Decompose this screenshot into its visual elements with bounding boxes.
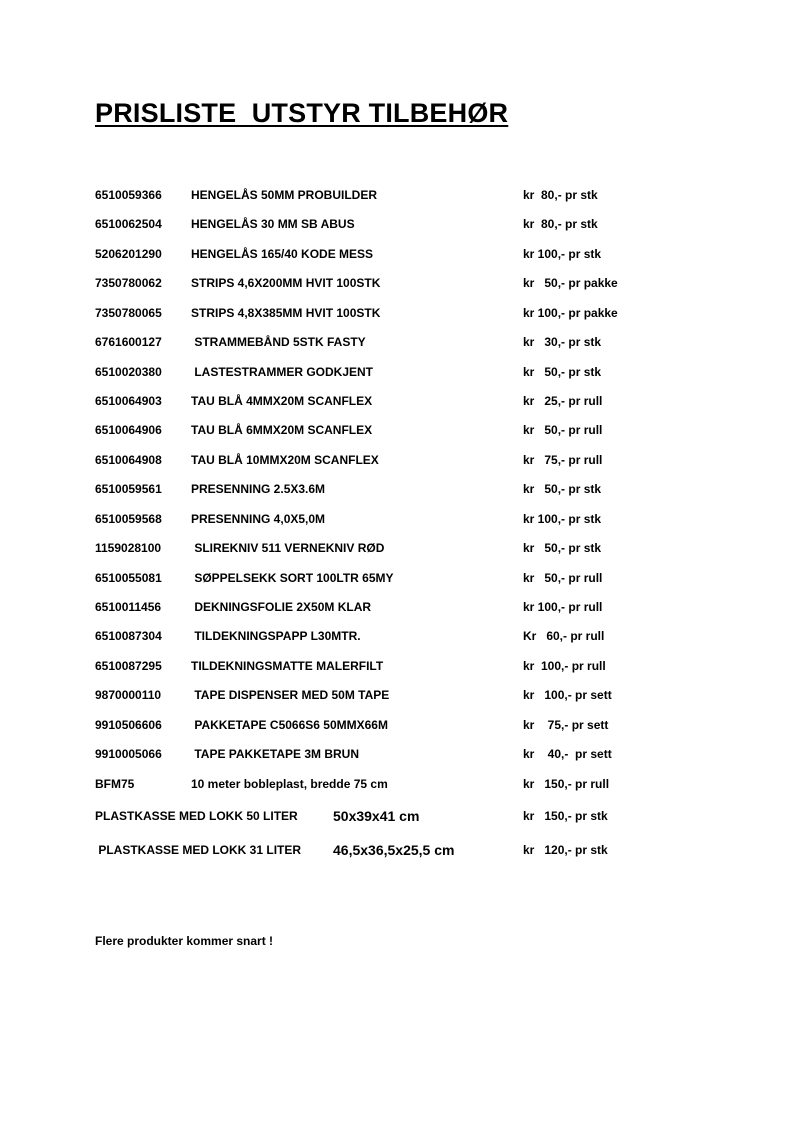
item-description: STRAMMEBÅND 5STK FASTY (191, 335, 366, 349)
list-item (0, 809, 800, 829)
list-item (0, 843, 800, 863)
item-price: kr 120,- pr stk (523, 843, 608, 857)
item-description: SØPPELSEKK SORT 100LTR 65MY (191, 571, 394, 585)
item-price: kr 100,- pr sett (523, 688, 612, 702)
list-item (0, 217, 800, 237)
list-item (0, 688, 800, 708)
list-item (0, 777, 800, 797)
item-description: TILDEKNINGSPAPP L30MTR. (191, 629, 361, 643)
item-dimensions: 46,5x36,5x25,5 cm (333, 842, 455, 858)
item-description: 10 meter bobleplast, bredde 75 cm (191, 777, 388, 791)
item-price: kr 80,- pr stk (523, 188, 598, 202)
list-item (0, 659, 800, 679)
item-price: kr 100,- pr stk (523, 247, 602, 261)
item-code: 1159028100 (95, 541, 162, 555)
list-item (0, 512, 800, 532)
item-description: TAPE DISPENSER MED 50M TAPE (191, 688, 390, 702)
item-code: 9870000110 (95, 688, 162, 702)
list-item (0, 188, 800, 208)
item-code: 9910506606 (95, 718, 162, 732)
item-price: kr 100,- pr rull (523, 659, 606, 673)
item-code: 6510087304 (95, 629, 162, 643)
list-item (0, 747, 800, 767)
item-price: kr 80,- pr stk (523, 217, 598, 231)
item-code: 6510020380 (95, 365, 162, 379)
item-price: kr 50,- pr stk (523, 482, 602, 496)
item-code: 6510055081 (95, 571, 162, 585)
item-price: kr 150,- pr stk (523, 809, 608, 823)
item-code: 6761600127 (95, 335, 162, 349)
list-item (0, 276, 800, 296)
item-price: kr 100,- pr pakke (523, 306, 618, 320)
footer-note: Flere produkter kommer snart ! (95, 934, 274, 948)
item-description: PRESENNING 4,0X5,0M (191, 512, 326, 526)
list-item (0, 394, 800, 414)
list-item (0, 247, 800, 267)
item-code: 7350780062 (95, 276, 162, 290)
item-price: kr 150,- pr rull (523, 777, 610, 791)
item-price: kr 50,- pr rull (523, 571, 603, 585)
item-price: kr 50,- pr stk (523, 541, 602, 555)
item-code: 6510011456 (95, 600, 162, 614)
item-description: PLASTKASSE MED LOKK 50 LITER (95, 809, 298, 823)
item-description: PRESENNING 2.5X3.6M (191, 482, 326, 496)
item-description: LASTESTRAMMER GODKJENT (191, 365, 374, 379)
item-price: kr 25,- pr rull (523, 394, 603, 408)
list-item (0, 541, 800, 561)
item-code: 6510064906 (95, 423, 162, 437)
list-item (0, 306, 800, 326)
item-description: PLASTKASSE MED LOKK 31 LITER (95, 843, 302, 857)
item-code: 6510062504 (95, 217, 162, 231)
item-description: SLIREKNIV 511 VERNEKNIV RØD (191, 541, 385, 555)
item-code: 6510064903 (95, 394, 162, 408)
item-code: 7350780065 (95, 306, 162, 320)
item-price: kr 40,- pr sett (523, 747, 612, 761)
item-description: TAU BLÅ 6MMX20M SCANFLEX (191, 423, 373, 437)
item-code: 6510087295 (95, 659, 162, 673)
list-item (0, 629, 800, 649)
list-item (0, 571, 800, 591)
list-item (0, 453, 800, 473)
item-price: kr 75,- pr sett (523, 718, 609, 732)
item-description: STRIPS 4,6X200MM HVIT 100STK (191, 276, 381, 290)
item-description: HENGELÅS 30 MM SB ABUS (191, 217, 355, 231)
item-description: HENGELÅS 50MM PROBUILDER (191, 188, 378, 202)
list-item (0, 718, 800, 738)
item-code: 9910005066 (95, 747, 162, 761)
item-price: kr 100,- pr rull (523, 600, 603, 614)
item-description: PAKKETAPE C5066S6 50MMX66M (191, 718, 388, 732)
item-price: kr 75,- pr rull (523, 453, 603, 467)
list-item (0, 335, 800, 355)
item-description: STRIPS 4,8X385MM HVIT 100STK (191, 306, 381, 320)
item-description: DEKNINGSFOLIE 2X50M KLAR (191, 600, 372, 614)
item-dimensions: 50x39x41 cm (333, 808, 420, 824)
item-price: kr 100,- pr stk (523, 512, 602, 526)
item-price: kr 30,- pr stk (523, 335, 602, 349)
item-code: 6510059568 (95, 512, 162, 526)
item-description: HENGELÅS 165/40 KODE MESS (191, 247, 374, 261)
page-title: PRISLISTE UTSTYR TILBEHØR (95, 98, 509, 128)
item-description: TAU BLÅ 10MMX20M SCANFLEX (191, 453, 379, 467)
list-item (0, 600, 800, 620)
item-price: Kr 60,- pr rull (523, 629, 605, 643)
list-item (0, 423, 800, 443)
item-description: TAPE PAKKETAPE 3M BRUN (191, 747, 360, 761)
item-price: kr 50,- pr stk (523, 365, 602, 379)
item-price: kr 50,- pr pakke (523, 276, 618, 290)
list-item (0, 365, 800, 385)
list-item (0, 482, 800, 502)
item-code: BFM75 (95, 777, 135, 791)
item-code: 6510059366 (95, 188, 162, 202)
item-description: TAU BLÅ 4MMX20M SCANFLEX (191, 394, 373, 408)
item-code: 6510059561 (95, 482, 162, 496)
item-code: 5206201290 (95, 247, 162, 261)
item-description: TILDEKNINGSMATTE MALERFILT (191, 659, 384, 673)
item-price: kr 50,- pr rull (523, 423, 603, 437)
item-code: 6510064908 (95, 453, 162, 467)
